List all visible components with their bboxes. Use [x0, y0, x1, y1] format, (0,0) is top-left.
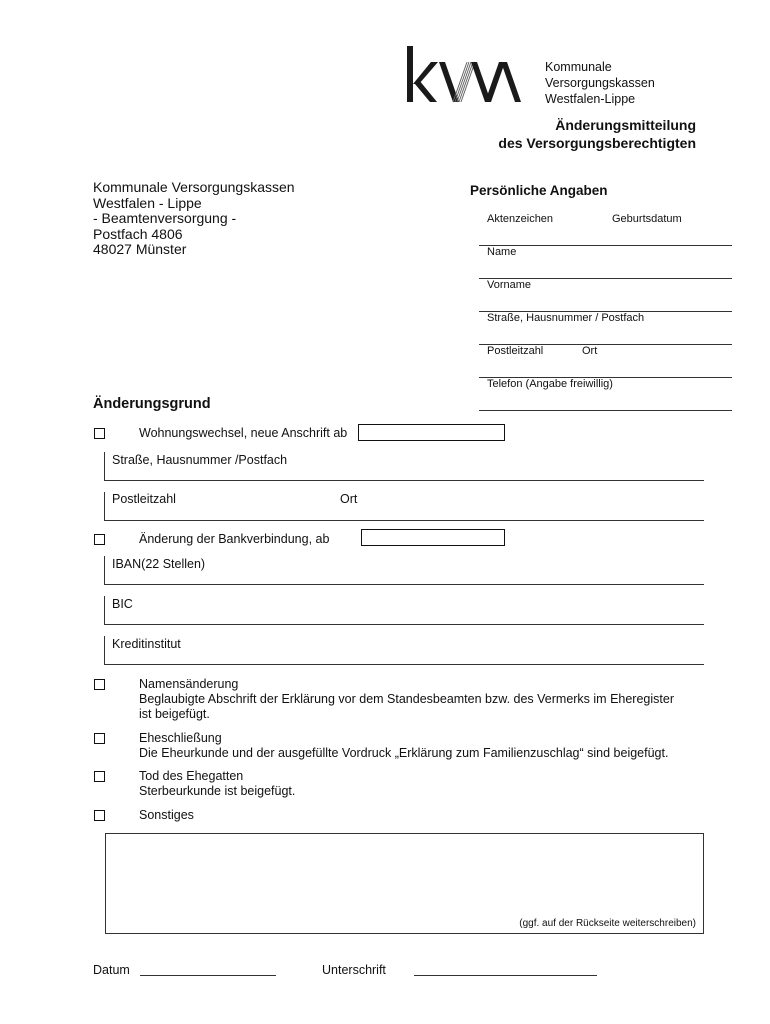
unterschrift-label: Unterschrift — [322, 963, 386, 977]
other-note: (ggf. auf der Rückseite weiterschreiben) — [519, 918, 696, 929]
iban-field[interactable] — [104, 584, 704, 585]
death-note: Sterbeurkunde ist beigefügt. — [139, 784, 296, 798]
name-change-checkbox[interactable] — [94, 679, 105, 690]
address-line-4: Postfach 4806 — [93, 225, 183, 242]
address-line-2: Westfalen - Lippe — [93, 194, 202, 211]
telefon-field[interactable] — [479, 410, 732, 411]
marriage-note: Die Eheurkunde und der ausgefüllte Vordruck „Erklärung zum Familienzuschlag“ sind beigefügt. — [139, 746, 669, 760]
move-strasse-bracket — [104, 452, 105, 480]
reason-heading: Änderungsgrund — [93, 396, 211, 412]
bank-checkbox[interactable] — [94, 534, 105, 545]
logo-line-2: Versorgungskassen — [545, 76, 655, 90]
bank-label: Änderung der Bankverbindung, ab — [139, 532, 330, 546]
logo-line-1: Kommunale — [545, 60, 612, 74]
death-block — [139, 769, 295, 799]
plz-label: Postleitzahl — [487, 345, 544, 357]
move-strasse-field[interactable] — [104, 480, 704, 481]
move-checkbox[interactable] — [94, 428, 105, 439]
vorname-label: Vorname — [487, 279, 532, 291]
personal-heading: Persönliche Angaben — [470, 183, 608, 198]
name-change-label: Namensänderung — [139, 677, 239, 691]
bic-field[interactable] — [104, 624, 704, 625]
kvw-logo-icon — [405, 44, 525, 104]
bank-date-field[interactable] — [361, 529, 505, 546]
datum-label: Datum — [93, 963, 130, 977]
death-checkbox[interactable] — [94, 771, 105, 782]
move-label: Wohnungswechsel, neue Anschrift ab — [139, 426, 348, 440]
move-ort-label: Ort — [340, 492, 358, 506]
form-title-line-2: des Versorgungsberechtigten — [498, 135, 696, 151]
move-strasse-label: Straße, Hausnummer /Postfach — [112, 453, 288, 467]
institut-field[interactable] — [104, 664, 704, 665]
marriage-block — [139, 731, 668, 761]
datum-field[interactable] — [140, 975, 276, 976]
name-change-note-2: ist beigefügt. — [139, 707, 210, 721]
recipient-address — [93, 180, 295, 258]
move-plz-bracket — [104, 492, 105, 520]
institut-bracket — [104, 636, 105, 664]
ort-label: Ort — [582, 345, 598, 357]
iban-bracket — [104, 556, 105, 584]
move-plz-label: Postleitzahl — [112, 492, 176, 506]
logo-line-3: Westfalen-Lippe — [545, 92, 636, 106]
name-change-note-1: Beglaubigte Abschrift der Erklärung vor dem Standesbeamten bzw. des Vermerks im Eheregister — [139, 692, 674, 706]
aktenzeichen-field[interactable] — [479, 245, 732, 246]
iban-label: IBAN(22 Stellen) — [112, 557, 206, 571]
address-line-5: 48027 Münster — [93, 241, 187, 257]
form-title — [498, 116, 696, 152]
marriage-checkbox[interactable] — [94, 733, 105, 744]
logo-text — [545, 59, 655, 107]
strasse-label: Straße, Hausnummer / Postfach — [487, 312, 645, 324]
logo — [405, 44, 525, 104]
address-line-3: - Beamtenversorgung - — [93, 210, 237, 226]
other-checkbox[interactable] — [94, 810, 105, 821]
telefon-label: Telefon (Angabe freiwillig) — [487, 378, 613, 390]
bic-bracket — [104, 596, 105, 624]
geburtsdatum-label: Geburtsdatum — [612, 213, 682, 225]
institut-label: Kreditinstitut — [112, 637, 181, 651]
bic-label: BIC — [112, 597, 133, 611]
aktenzeichen-label: Aktenzeichen — [487, 213, 554, 225]
form-title-line-1: Änderungsmitteilung — [555, 117, 696, 133]
address-line-1: Kommunale Versorgungskassen — [93, 179, 295, 195]
other-label: Sonstiges — [139, 808, 194, 822]
death-label: Tod des Ehegatten — [139, 769, 244, 783]
unterschrift-field[interactable] — [414, 975, 597, 976]
marriage-label: Eheschließung — [139, 731, 222, 745]
move-plz-field[interactable] — [104, 520, 704, 521]
name-change-block — [139, 677, 674, 722]
move-date-field[interactable] — [358, 424, 505, 441]
name-label: Name — [487, 246, 517, 258]
